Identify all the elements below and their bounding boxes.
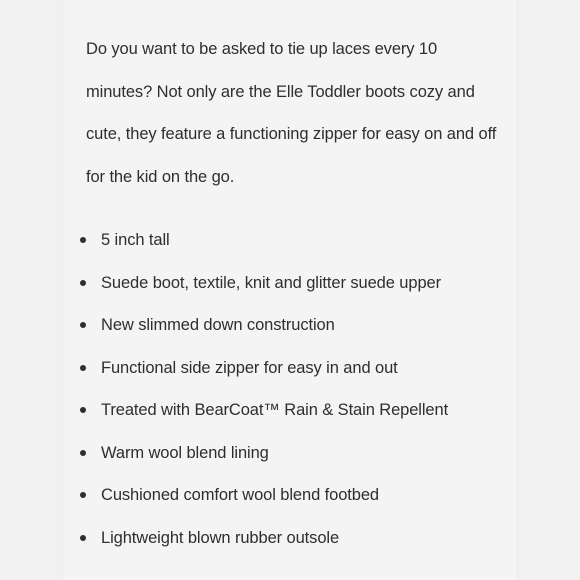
feature-text: Warm wool blend lining: [101, 443, 269, 462]
feature-list: [101, 219, 511, 559]
product-description: Do you want to be asked to tie up laces every 10 minutes? Not only are the Elle Toddler boots cozy and cute, they feature a functioning zipper for easy on and off for the kid on the go.: [86, 40, 497, 186]
feature-item: [101, 432, 511, 475]
feature-text: Lightweight blown rubber outsole: [101, 528, 340, 547]
feature-text: Functional side zipper for easy in and out: [101, 358, 398, 377]
bullet-icon: [80, 450, 86, 456]
feature-item: [101, 474, 511, 517]
bullet-icon: [80, 237, 86, 243]
feature-item: [101, 389, 511, 432]
feature-item: [101, 262, 511, 305]
bullet-icon: [80, 280, 86, 286]
feature-item: [101, 304, 511, 347]
feature-text: Suede boot, textile, knit and glitter suede upper: [101, 273, 441, 292]
bullet-icon: [80, 322, 86, 328]
feature-item: [101, 347, 511, 390]
feature-item: [101, 517, 511, 560]
feature-text: Treated with BearCoat™ Rain & Stain Repellent: [101, 401, 449, 419]
bullet-icon: [80, 365, 86, 371]
feature-text: 5 inch tall: [101, 231, 170, 249]
bullet-icon: [80, 535, 86, 541]
feature-text: Cushioned comfort wool blend footbed: [101, 486, 379, 504]
bullet-icon: [80, 492, 86, 498]
feature-item: [101, 219, 511, 262]
bullet-icon: [80, 407, 86, 413]
feature-text: New slimmed down construction: [101, 316, 335, 334]
